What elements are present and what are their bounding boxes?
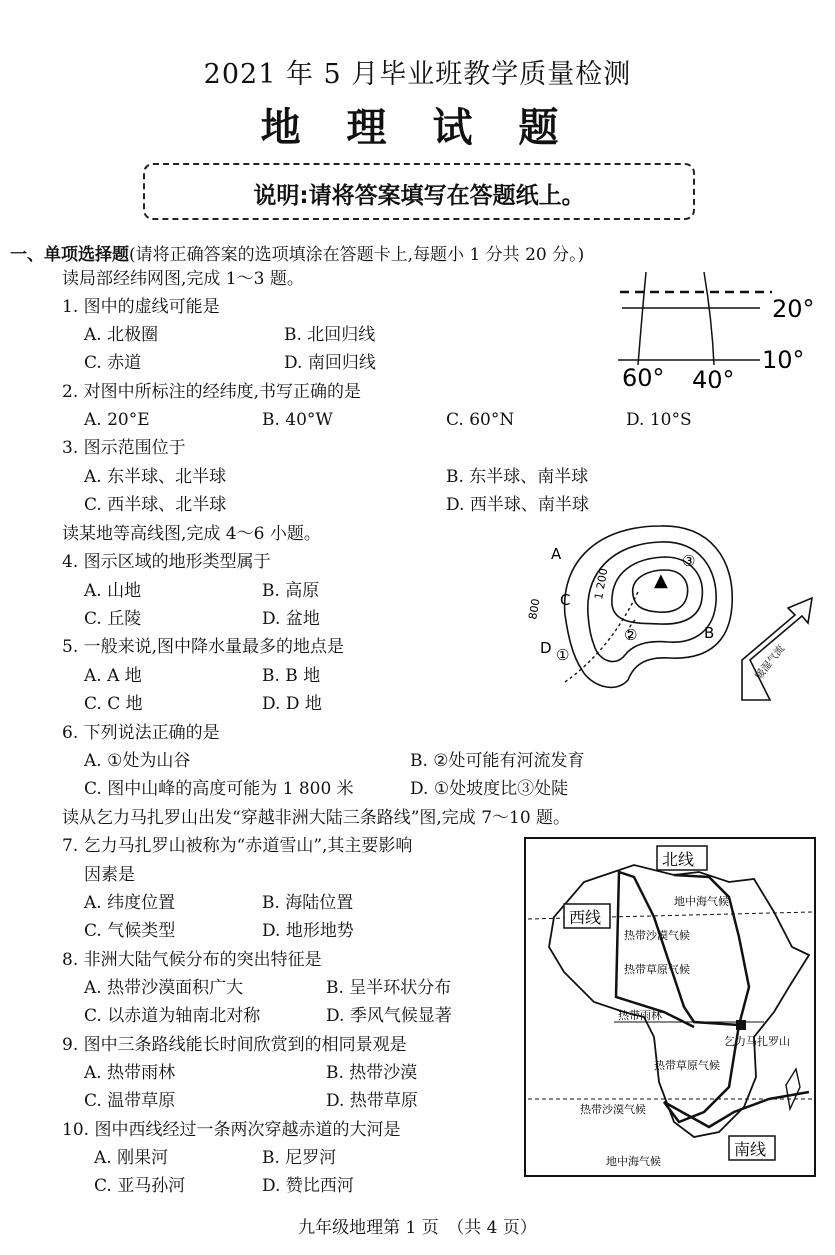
q3-option-a: A. 东半球、北半球 [84, 467, 227, 487]
lat-label-20: 20° [772, 295, 815, 323]
contour-label-800: 800 [526, 597, 543, 621]
zone-mediterranean-north: 地中海气候 [674, 895, 729, 908]
point-a-label: A [551, 545, 562, 563]
contour-label-1200: 1 200 [592, 567, 611, 601]
q9-option-d: D. 热带草原 [326, 1091, 418, 1111]
q3-stem: 3. 图示范围位于 [62, 438, 186, 458]
q1-option-a: A. 北极圈 [84, 325, 159, 345]
section-label: 一、单项选择题 [10, 245, 129, 265]
q1-option-c: C. 赤道 [84, 353, 142, 373]
q7-stem-line1: 7. 乞力马扎罗山被称为“赤道雪山”,其主要影响 [62, 836, 413, 856]
q5-stem: 5. 一般来说,图中降水量最多的地点是 [62, 637, 345, 657]
latlong-grid-figure [612, 270, 827, 395]
q6-option-d: D. ①处坡度比③处陡 [410, 779, 569, 799]
q4-option-a: A. 山地 [84, 581, 142, 601]
q9-stem: 9. 图中三条路线能长时间欣赏到的相同景观是 [62, 1035, 407, 1055]
point-3-label: ③ [682, 552, 696, 570]
q7-option-d: D. 地形地势 [262, 921, 354, 941]
point-d-label: D [540, 639, 552, 657]
q8-stem: 8. 非洲大陆气候分布的突出特征是 [62, 950, 322, 970]
zone-savanna-north: 热带草原气候 [624, 963, 690, 976]
q9-option-a: A. 热带雨林 [84, 1063, 176, 1083]
q5-option-a: A. A 地 [84, 666, 142, 686]
q7-option-c: C. 气候类型 [84, 921, 176, 941]
africa-routes-map [524, 837, 816, 1177]
q8-option-c: C. 以赤道为轴南北对称 [84, 1006, 261, 1026]
point-b-label: B [704, 624, 715, 642]
q4-option-c: C. 丘陵 [84, 609, 142, 629]
q7-stem-line2: 因素是 [84, 865, 135, 885]
q10-option-d: D. 赞比西河 [262, 1176, 354, 1196]
kilimanjaro-marker-icon [736, 1020, 746, 1030]
west-route-label: 西线 [569, 908, 602, 927]
q10-option-c: C. 亚马孙河 [94, 1176, 186, 1196]
q9-option-c: C. 温带草原 [84, 1091, 176, 1111]
q5-option-b: B. B 地 [262, 666, 321, 686]
lat-label-10: 10° [762, 346, 805, 374]
q5-option-d: D. D 地 [262, 694, 322, 714]
q2-option-c: C. 60°N [446, 410, 515, 430]
q4-option-d: D. 盆地 [262, 609, 320, 629]
south-route-label: 南线 [734, 1140, 767, 1159]
exam-title: 地 理 试 题 [260, 105, 575, 151]
lon-label-40: 40° [692, 366, 735, 394]
point-1-label: ① [556, 646, 570, 664]
q4-option-b: B. 高原 [262, 581, 320, 601]
section-instruction: (请将正确答案的选项填涂在答题卡上,每题小 1 分共 20 分。) [129, 245, 585, 265]
q10-option-a: A. 刚果河 [94, 1148, 169, 1168]
q3-option-d: D. 西半球、南半球 [446, 495, 589, 515]
lon-label-60: 60° [622, 364, 665, 392]
q3-option-c: C. 西半球、北半球 [84, 495, 227, 515]
meridian-60 [638, 272, 646, 365]
point-c-label: C [560, 591, 571, 609]
peak-icon: ▲ [654, 570, 668, 591]
q6-option-a: A. ①处为山谷 [84, 751, 191, 771]
q10-option-b: B. 尼罗河 [262, 1148, 337, 1168]
zone-desert-south: 热带沙漠气候 [580, 1103, 646, 1116]
contour-1000 [588, 542, 716, 662]
instruction-note: 说明:请将答案填写在答题纸上。 [253, 183, 585, 209]
contour-800 [565, 526, 733, 687]
q3-option-b: B. 东半球、南半球 [446, 467, 589, 487]
q5-option-c: C. C 地 [84, 694, 143, 714]
zone-rainforest: 热带雨林 [618, 1009, 662, 1022]
warm-wet-air-label: 暖湿气流 [753, 643, 787, 682]
zone-savanna-south: 热带草原气候 [654, 1059, 720, 1072]
q2-stem: 2. 对图中所标注的经纬度,书写正确的是 [62, 382, 362, 402]
q8-option-b: B. 呈半环状分布 [326, 978, 452, 998]
q1-option-d: D. 南回归线 [284, 353, 376, 373]
q1-stem: 1. 图中的虚线可能是 [62, 297, 220, 317]
group-2-intro: 读某地等高线图,完成 4～6 小题。 [62, 524, 321, 544]
zone-desert-north: 热带沙漠气候 [624, 929, 690, 942]
q2-option-b: B. 40°W [262, 410, 333, 430]
q8-option-d: D. 季风气候显著 [326, 1006, 452, 1026]
kilimanjaro-label: 乞力马扎罗山 [724, 1035, 790, 1048]
q6-option-b: B. ②处可能有河流发育 [410, 751, 585, 771]
exam-subtitle: 2021 年 5 月毕业班教学质量检测 [203, 59, 632, 90]
zone-mediterranean-south: 地中海气候 [606, 1155, 661, 1168]
q4-stem: 4. 图示区域的地形类型属于 [62, 552, 271, 572]
q7-option-b: B. 海陆位置 [262, 893, 354, 913]
q10-stem: 10. 图中西线经过一条两次穿越赤道的大河是 [62, 1120, 401, 1140]
north-route-label: 北线 [662, 850, 695, 869]
meridian-40 [704, 272, 714, 365]
q2-option-d: D. 10°S [626, 410, 692, 430]
instruction-box [143, 163, 695, 220]
group-3-intro: 读从乞力马扎罗山出发“穿越非洲大陆三条路线”图,完成 7～10 题。 [62, 808, 571, 828]
q9-option-b: B. 热带沙漠 [326, 1063, 418, 1083]
section-heading [10, 240, 584, 265]
q6-stem: 6. 下列说法正确的是 [62, 723, 220, 743]
page-footer: 九年级地理第 1 页 （共 4 页） [298, 1218, 537, 1238]
q7-option-a: A. 纬度位置 [84, 893, 176, 913]
q6-option-c: C. 图中山峰的高度可能为 1 800 米 [84, 779, 354, 799]
group-1-intro: 读局部经纬网图,完成 1～3 题。 [62, 269, 304, 289]
q2-option-a: A. 20°E [84, 410, 150, 430]
q8-option-a: A. 热带沙漠面积广大 [84, 978, 244, 998]
point-2-label: ② [624, 626, 638, 644]
q1-option-b: B. 北回归线 [284, 325, 376, 345]
contour-map-figure [510, 520, 825, 705]
